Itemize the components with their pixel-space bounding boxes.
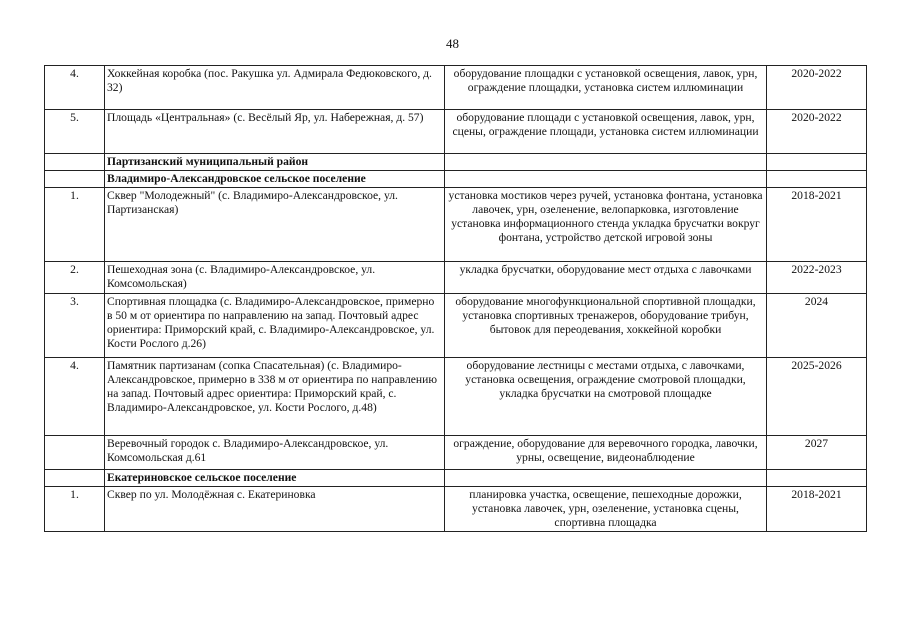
table-row [45,66,867,110]
implementation-years: 2018-2021 [767,487,867,532]
page-number: 48 [446,36,459,51]
implementation-years: 2020-2022 [767,66,867,110]
section-title: Екатериновское сельское поселение [105,470,445,487]
row-number: 2. [45,262,105,294]
table-row [45,262,867,294]
object-name: Площадь «Центральная» (с. Весёлый Яр, ул. Набережная, д. 57) [105,110,445,154]
table-row [45,487,867,532]
program-table [44,65,867,532]
section-title: Партизанский муниципальный район [105,154,445,171]
table-row [45,294,867,358]
row-number: 4. [45,358,105,436]
section-title: Владимиро-Александровское сельское поселение [105,171,445,188]
work-description: оборудование лестницы с местами отдыха, с лавочками, установка освещения, ограждение смотровой площадки, укладка брусчатки на смотровой площадке [445,358,767,436]
implementation-years: 2025-2026 [767,358,867,436]
work-description: ограждение, оборудование для веревочного городка, лавочки, урны, освещение, видеонаблюдение [445,436,767,470]
table-row [45,436,867,470]
object-name: Памятник партизанам (сопка Спасательная) (с. Владимиро-Александровское, примерно в 338 м от ориентира по направлению на запад. Почтовый адрес ориентира: Приморский край, с. Владимиро-Александровское, ул. Кости Рослого, д.48) [105,358,445,436]
object-name: Спортивная площадка (с. Владимиро-Александровское, примерно в 50 м от ориентира по направлению на запад. Почтовый адрес ориентира: Приморский край, с. Владимиро-Александровское, ул. Кости Рослого д.26) [105,294,445,358]
table-row [45,188,867,262]
object-name: Хоккейная коробка (пос. Ракушка ул. Адмирала Федюковского, д. 32) [105,66,445,110]
section-row [45,154,867,171]
work-description: установка мостиков через ручей, установка фонтана, установка лавочек, урн, озеленение, велопарковка, изготовление установка информационного стенда укладка брусчатки вокруг фонтана, устройство детской игровой зоны [445,188,767,262]
row-number: 1. [45,487,105,532]
row-number: 3. [45,294,105,358]
table-row [45,110,867,154]
object-name: Сквер "Молодежный" (с. Владимиро-Александровское, ул. Партизанская) [105,188,445,262]
object-name: Пешеходная зона (с. Владимиро-Александровское, ул. Комсомольская) [105,262,445,294]
row-number [45,436,105,470]
work-description: оборудование площади с установкой освещения, лавок, урн, сцены, ограждение площади, установка систем иллюминации [445,110,767,154]
work-description: оборудование площадки с установкой освещения, лавок, урн, ограждение площадки, установка систем иллюминации [445,66,767,110]
implementation-years: 2020-2022 [767,110,867,154]
section-row [45,470,867,487]
table-row [45,358,867,436]
work-description: планировка участка, освещение, пешеходные дорожки, установка лавочек, урн, озеленение, установка сцены, спортивна площадка [445,487,767,532]
implementation-years: 2024 [767,294,867,358]
implementation-years: 2027 [767,436,867,470]
object-name: Веревочный городок с. Владимиро-Александровское, ул. Комсомольская д.61 [105,436,445,470]
section-row [45,171,867,188]
object-name: Сквер по ул. Молодёжная с. Екатериновка [105,487,445,532]
row-number: 1. [45,188,105,262]
implementation-years: 2018-2021 [767,188,867,262]
work-description: укладка брусчатки, оборудование мест отдыха с лавочками [445,262,767,294]
implementation-years: 2022-2023 [767,262,867,294]
row-number: 4. [45,66,105,110]
work-description: оборудование многофункциональной спортивной площадки, установка спортивных тренажеров, оборудование трибун, бытовок для переодевания, хоккейной коробки [445,294,767,358]
row-number: 5. [45,110,105,154]
